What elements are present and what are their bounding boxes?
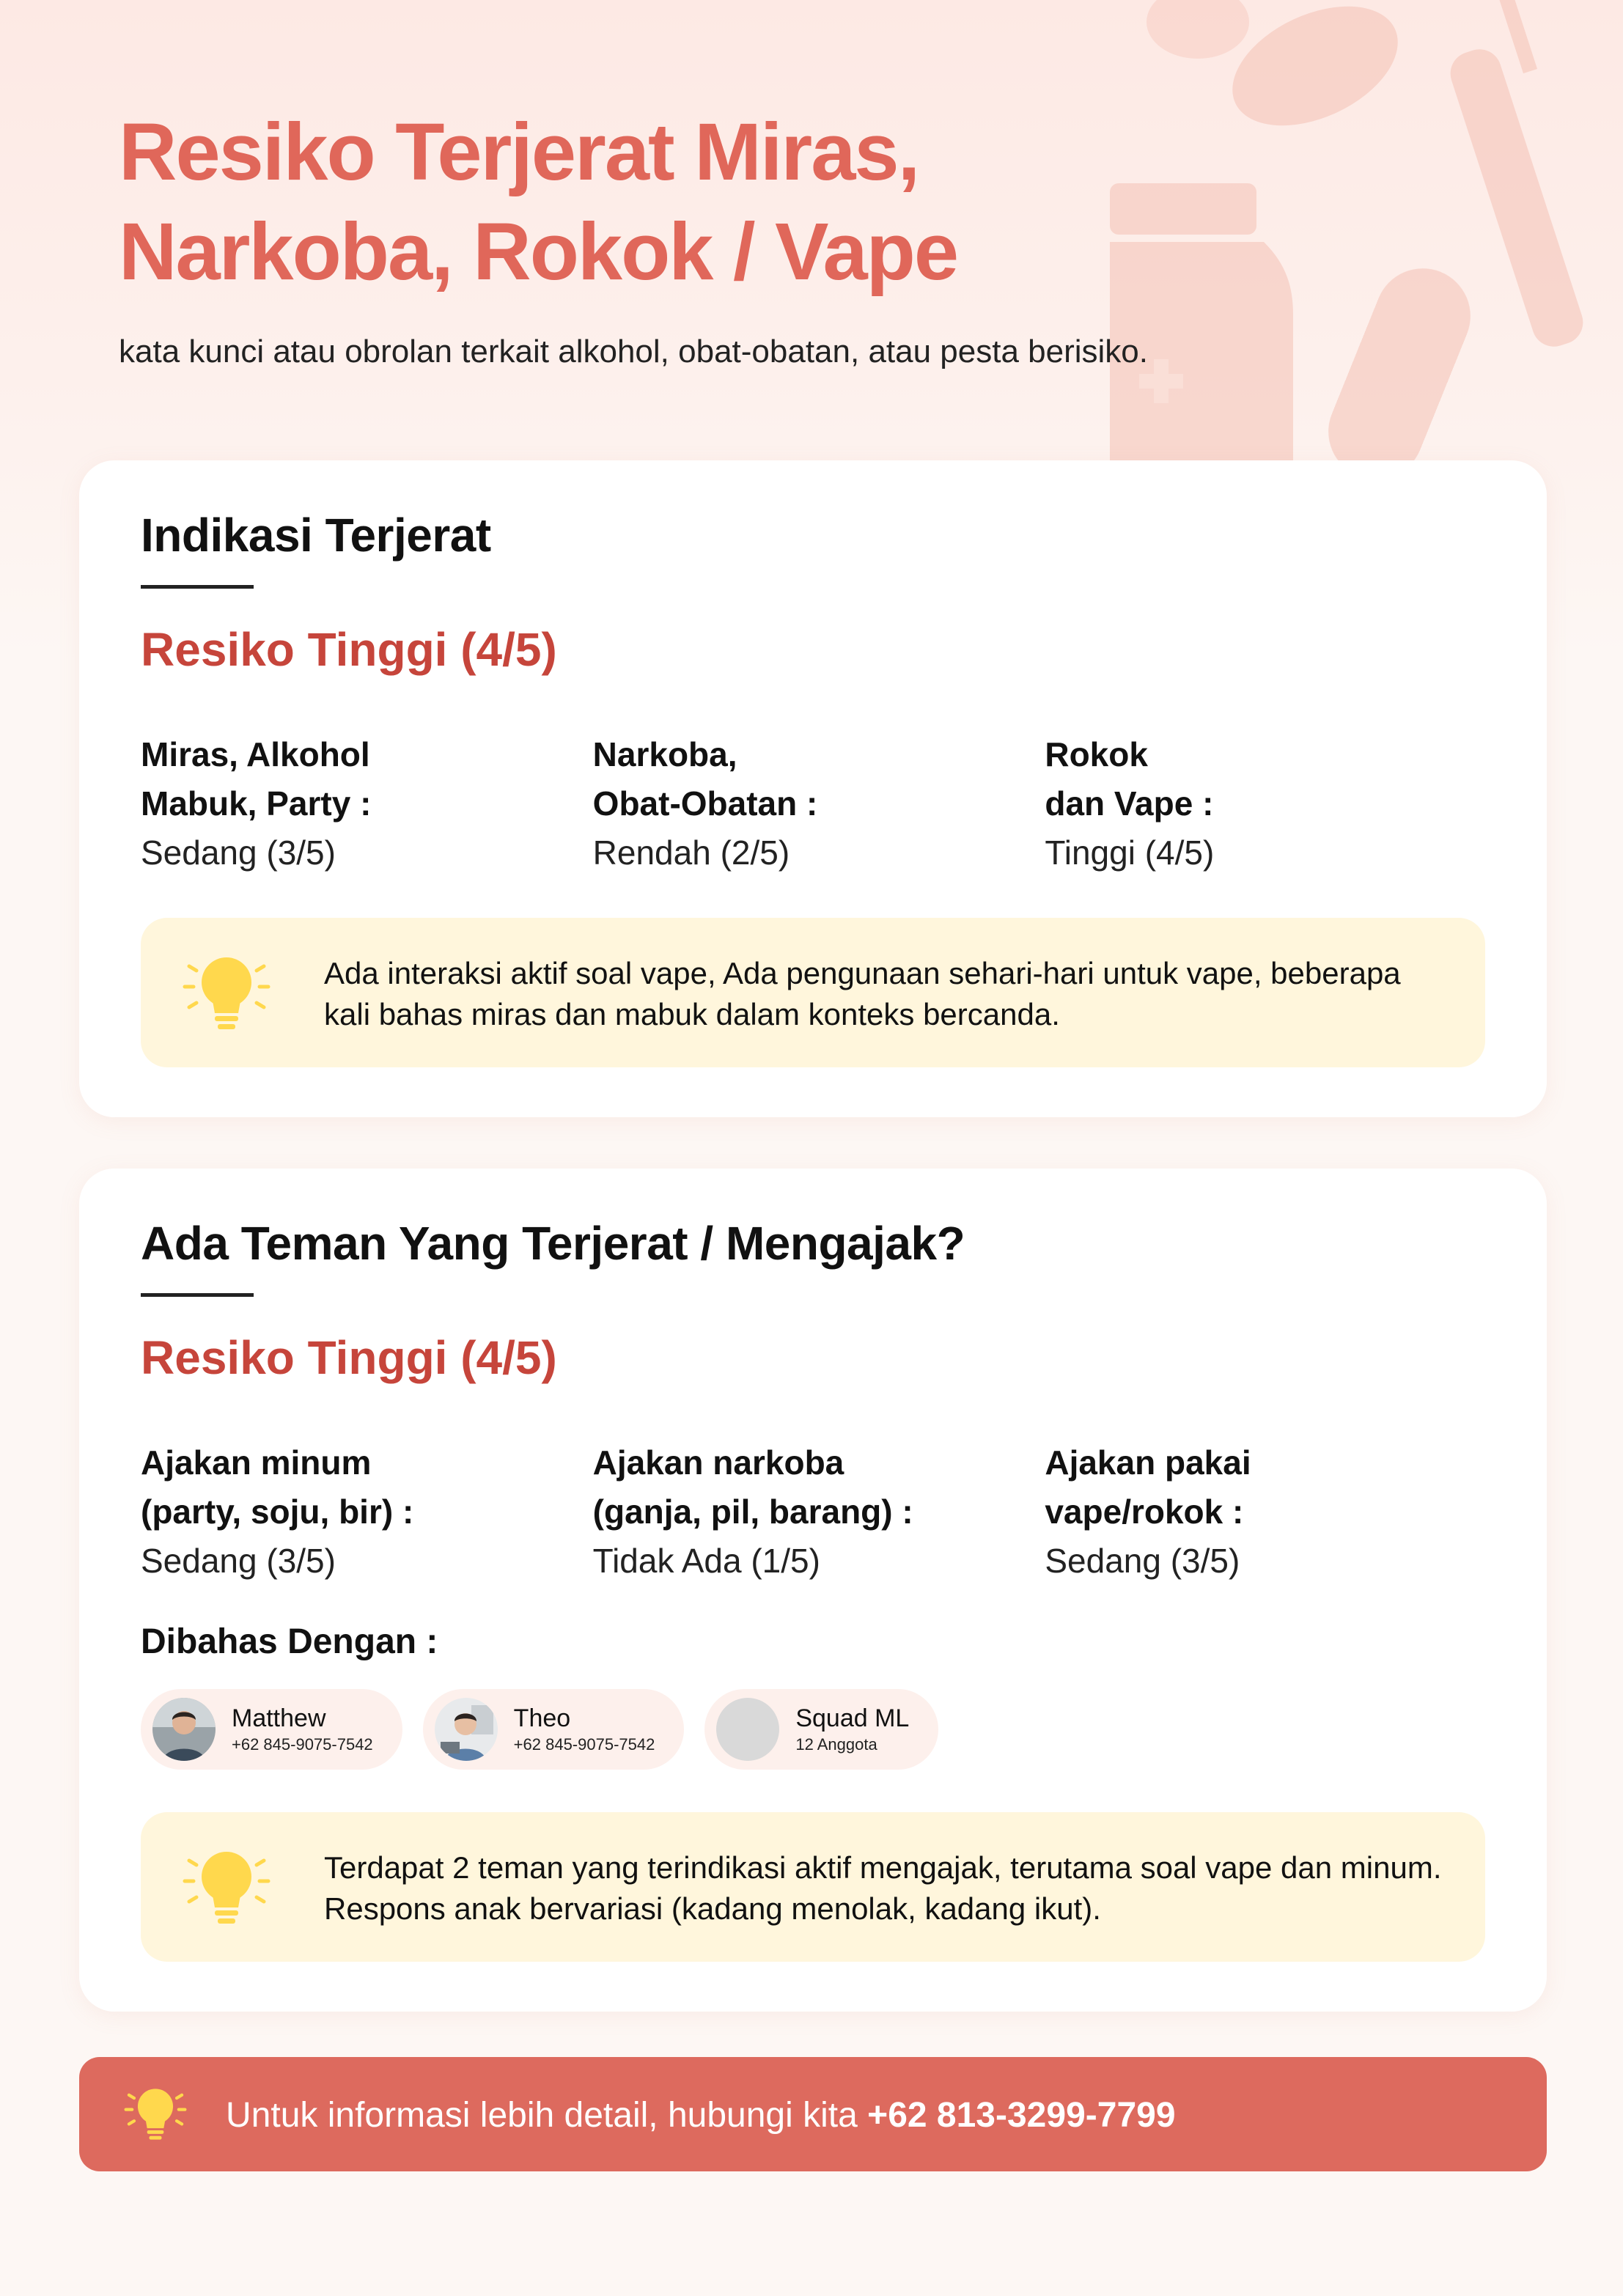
risk-breakdown (141, 1438, 1497, 1586)
contact-info (795, 1703, 909, 1756)
risk-column (593, 730, 1045, 877)
title-underline (141, 1293, 254, 1297)
insight-text: Ada interaksi aktif soal vape, Ada pengunaan sehari-hari untuk vape, beberapa kali bahas miras dan mabuk dalam konteks bercanda. (324, 956, 1401, 1031)
page-header (119, 103, 1218, 372)
risk-column (1045, 730, 1497, 877)
footer-phone-link[interactable]: +62 813-3299-7799 (867, 2096, 1176, 2135)
risk-category-label: Ajakan pakai vape/rokok : (1045, 1443, 1251, 1531)
risk-category-value: Sedang (3/5) (1045, 1542, 1240, 1580)
contact-chips (141, 1689, 938, 1770)
contact-chip-matthew[interactable] (141, 1689, 402, 1770)
lightbulb-icon (179, 1840, 274, 1935)
contact-chip-squad-ml[interactable] (704, 1689, 938, 1770)
risk-category-value: Tinggi (4/5) (1045, 834, 1215, 872)
contact-footer-banner[interactable] (79, 2057, 1547, 2171)
footer-text (226, 2094, 1176, 2138)
contact-name: Theo (513, 1704, 571, 1732)
risk-category-value: Rendah (2/5) (592, 834, 790, 872)
risk-category-label: Ajakan narkoba (ganja, pil, barang) : (592, 1443, 913, 1531)
page-title: Resiko Terjerat Miras, Narkoba, Rokok / Vape (119, 107, 957, 297)
indikasi-terjerat-card (79, 460, 1547, 1117)
contact-name: Matthew (232, 1704, 326, 1732)
insight-note (141, 918, 1485, 1067)
risk-category-label: Narkoba, Obat-Obatan : (592, 735, 818, 823)
page-subtitle: kata kunci atau obrolan terkait alkohol, obat-obatan, atau pesta berisiko. (119, 334, 1149, 369)
teman-mengajak-card (79, 1169, 1547, 2012)
contact-info (232, 1703, 373, 1756)
risk-level: Resiko Tinggi (4/5) (141, 1331, 557, 1384)
risk-column (141, 730, 593, 877)
avatar (152, 1698, 216, 1761)
discussed-with-label: Dibahas Dengan : (141, 1622, 438, 1661)
risk-category-value: Tidak Ada (1/5) (592, 1542, 820, 1580)
risk-category-label: Rokok dan Vape : (1045, 735, 1214, 823)
insight-note (141, 1812, 1485, 1962)
card-title: Indikasi Terjerat (141, 509, 491, 562)
lightbulb-icon (179, 946, 274, 1041)
risk-breakdown (141, 730, 1497, 877)
contact-name: Squad ML (795, 1704, 910, 1732)
card-title: Ada Teman Yang Terjerat / Mengajak? (141, 1217, 965, 1270)
risk-level: Resiko Tinggi (4/5) (141, 623, 557, 676)
risk-category-value: Sedang (3/5) (141, 834, 336, 872)
risk-column (593, 1438, 1045, 1586)
lightbulb-icon (122, 2080, 189, 2148)
contact-chip-theo[interactable] (423, 1689, 685, 1770)
group-avatar-placeholder (716, 1698, 779, 1761)
risk-category-label: Miras, Alkohol Mabuk, Party : (141, 735, 372, 823)
avatar (435, 1698, 498, 1761)
contact-phone: +62 845-9075-7542 (513, 1735, 655, 1754)
footer-message: Untuk informasi lebih detail, hubungi kita (226, 2096, 868, 2135)
risk-column (141, 1438, 593, 1586)
contact-phone: +62 845-9075-7542 (232, 1735, 373, 1754)
contact-info (514, 1703, 655, 1756)
risk-category-value: Sedang (3/5) (141, 1542, 336, 1580)
group-member-count: 12 Anggota (795, 1735, 877, 1754)
insight-text: Terdapat 2 teman yang terindikasi aktif mengajak, terutama soal vape dan minum. Respons anak bervariasi (kadang menolak, kadang ikut). (324, 1850, 1442, 1926)
risk-column (1045, 1438, 1497, 1586)
title-underline (141, 585, 254, 589)
risk-category-label: Ajakan minum (party, soju, bir) : (141, 1443, 414, 1531)
